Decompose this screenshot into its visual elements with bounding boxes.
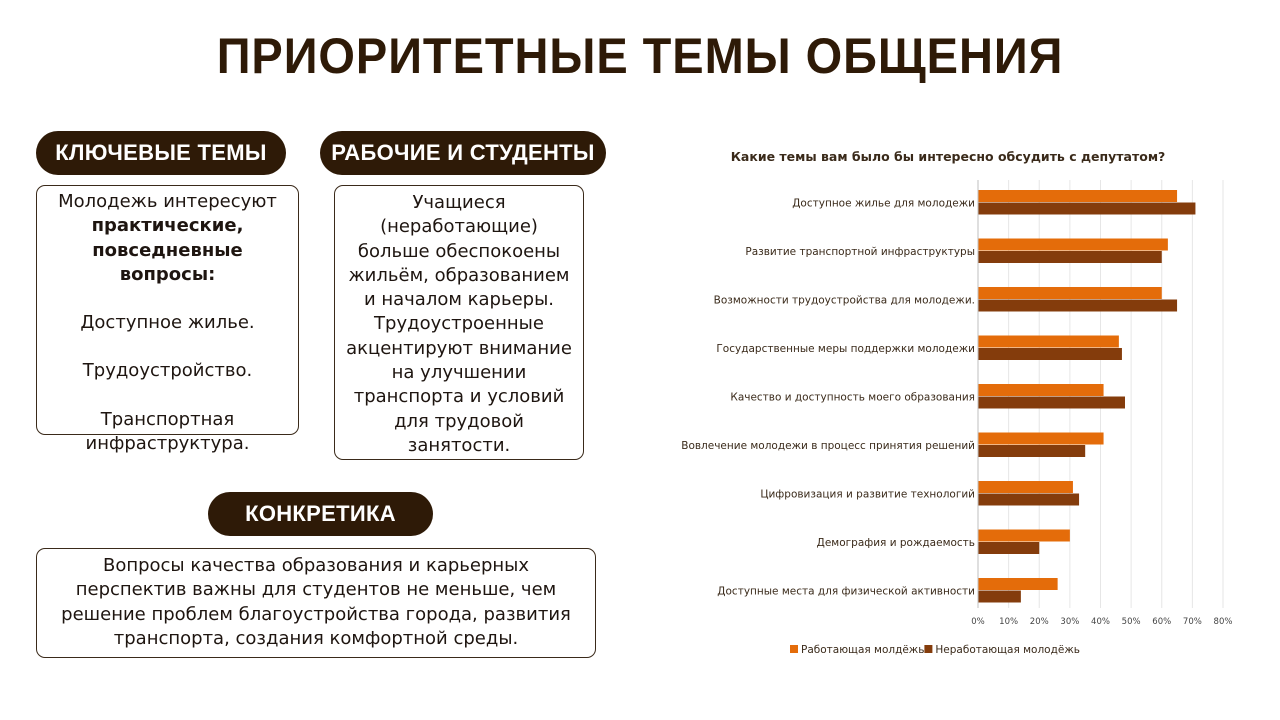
key-topics-intro-bold: практические, повседневные вопросы: xyxy=(91,215,244,285)
x-tick-label: 0% xyxy=(971,617,985,627)
bar-working xyxy=(978,481,1073,493)
category-label: Вовлечение молодежи в процесс принятия решений xyxy=(681,440,975,452)
x-tick-label: 70% xyxy=(1182,617,1202,627)
bar-nonworking xyxy=(978,591,1021,603)
category-label: Государственные меры поддержки молодежи xyxy=(716,343,975,355)
specifics-box xyxy=(36,548,596,658)
key-topics-label: КЛЮЧЕВЫЕ ТЕМЫ xyxy=(36,131,286,175)
key-topic-housing: Доступное жилье. xyxy=(80,312,255,334)
specifics-label: КОНКРЕТИКА xyxy=(208,492,433,536)
bar-working xyxy=(978,287,1162,299)
legend-label: Работающая молдёжь xyxy=(801,644,925,656)
bar-nonworking xyxy=(978,300,1177,312)
bar-working xyxy=(978,384,1104,396)
category-label: Развитие транспортной инфраструктуры xyxy=(745,246,975,258)
key-topic-employment: Трудоустройство. xyxy=(82,360,253,382)
key-topics-box xyxy=(36,185,299,455)
bar-working xyxy=(978,578,1058,590)
x-tick-label: 20% xyxy=(1029,617,1049,627)
topics-bar-chart xyxy=(640,130,1260,670)
key-topic-transport: Транспортная инфраструктура. xyxy=(85,408,250,455)
category-label: Демография и рождаемость xyxy=(816,537,975,549)
bar-working xyxy=(978,239,1168,251)
bar-nonworking xyxy=(978,542,1039,554)
workers-students-label: РАБОЧИЕ И СТУДЕНТЫ xyxy=(320,131,606,175)
bar-nonworking xyxy=(978,397,1125,409)
bar-nonworking xyxy=(978,494,1079,506)
workers-students-box xyxy=(334,185,584,460)
x-tick-label: 50% xyxy=(1121,617,1141,627)
page-title: ПРИОРИТЕТНЫЕ ТЕМЫ ОБЩЕНИЯ xyxy=(216,28,1064,84)
chart-title: Какие темы вам было бы интересно обсудить с депутатом? xyxy=(730,149,1166,164)
category-label: Возможности трудоустройства для молодежи. xyxy=(713,294,975,307)
bar-working xyxy=(978,336,1119,348)
category-label: Цифровизация и развитие технологий xyxy=(760,488,975,501)
bar-working xyxy=(978,433,1104,445)
legend-label: Неработающая молодёжь xyxy=(935,644,1080,656)
key-topics-intro: Молодежь интересуют xyxy=(58,191,277,212)
x-tick-label: 40% xyxy=(1091,617,1110,627)
legend-swatch xyxy=(790,645,798,653)
bar-working xyxy=(978,190,1177,202)
legend-swatch xyxy=(924,645,932,653)
x-tick-label: 80% xyxy=(1213,617,1233,627)
bar-working xyxy=(978,530,1070,542)
bar-nonworking xyxy=(978,203,1195,215)
x-tick-label: 60% xyxy=(1152,617,1172,627)
x-tick-label: 10% xyxy=(999,617,1019,627)
category-label: Доступное жилье для молодежи xyxy=(792,197,975,210)
bar-nonworking xyxy=(978,445,1085,457)
workers-students-text: Учащиеся (неработающие) больше обеспокоены жильём, образованием и началом карьеры. Трудоустроенные акцентируют внимание на улучшении транспорта и условий для трудовой занятости. xyxy=(346,192,572,456)
category-label: Доступные места для физической активности xyxy=(717,585,975,598)
bar-nonworking xyxy=(978,251,1162,263)
category-label: Качество и доступность моего образования xyxy=(730,391,975,404)
specifics-text: Вопросы качества образования и карьерных перспектив важны для студентов не меньше, чем решение проблем благоустройства города, развития транспорта, создания комфортной среды. xyxy=(61,555,571,649)
bar-nonworking xyxy=(978,348,1122,360)
x-tick-label: 30% xyxy=(1060,617,1080,627)
